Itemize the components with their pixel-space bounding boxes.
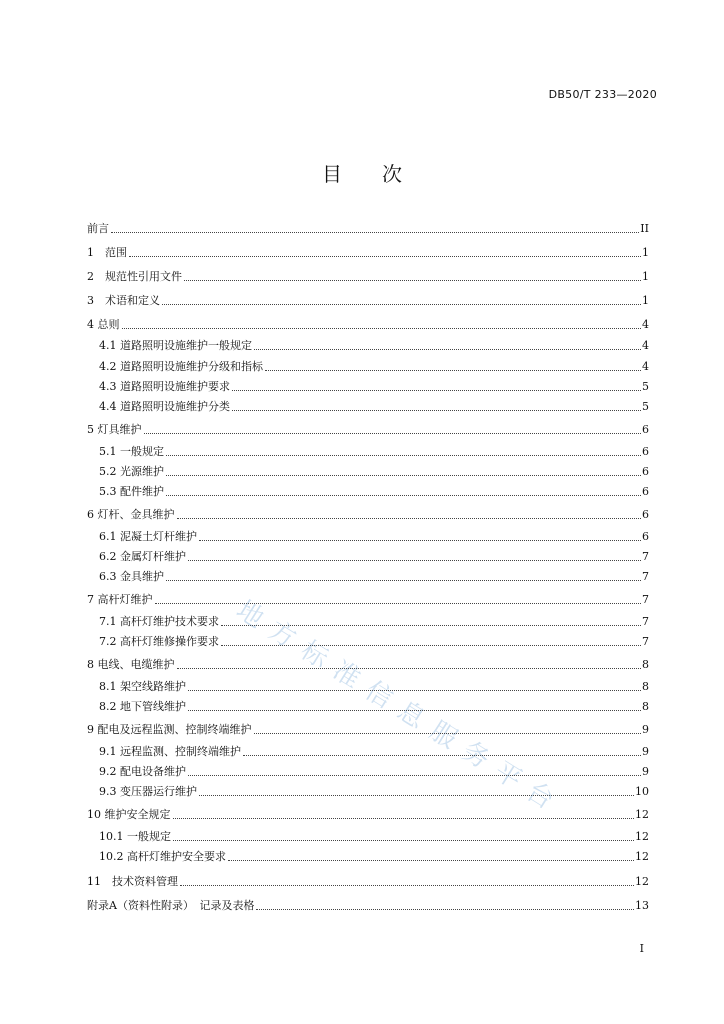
- toc-dot-leader: [177, 517, 642, 519]
- toc-entry[interactable]: [87, 421, 649, 437]
- toc-entry[interactable]: [87, 656, 649, 672]
- toc-dot-leader: [232, 389, 641, 391]
- toc-dot-leader: [173, 817, 635, 819]
- toc-entry[interactable]: [99, 443, 649, 459]
- toc-entry-page: 7: [642, 593, 649, 606]
- title-part-1: 目: [322, 162, 342, 186]
- toc-entry[interactable]: [99, 378, 649, 394]
- toc-entry-label: 6.3 金具维护: [99, 570, 164, 583]
- toc-entry-label: 8 电线、电缆维护: [87, 658, 175, 671]
- toc-entry-page: 4: [642, 318, 649, 331]
- toc-entry-page: 5: [642, 380, 649, 393]
- toc-entry[interactable]: [99, 743, 649, 759]
- toc-entry[interactable]: [87, 506, 649, 522]
- page-number: I: [639, 942, 644, 955]
- toc-dot-leader: [265, 369, 641, 371]
- toc-entry[interactable]: [99, 828, 649, 844]
- toc-entry[interactable]: [99, 337, 649, 353]
- toc-entry-page: 9: [642, 723, 649, 736]
- toc-entry-page: 7: [642, 570, 649, 583]
- toc-entry-page: 6: [642, 508, 649, 521]
- toc-entry-page: 6: [642, 465, 649, 478]
- toc-entry-page: 1: [642, 270, 649, 283]
- toc-entry-label: 5.2 光源维护: [99, 465, 164, 478]
- toc-entry-page: 6: [642, 530, 649, 543]
- toc-entry-page: 8: [642, 680, 649, 693]
- toc-dot-leader: [256, 908, 634, 910]
- toc-entry-page: 6: [642, 423, 649, 436]
- page-title: [0, 158, 724, 187]
- toc-dot-leader: [243, 754, 641, 756]
- toc-entry-label: 10.2 高杆灯维护安全要求: [99, 850, 226, 863]
- toc-dot-leader: [228, 859, 634, 861]
- toc-dot-leader: [199, 539, 641, 541]
- toc-dot-leader: [144, 432, 642, 434]
- toc-entry-page: 5: [642, 400, 649, 413]
- toc-entry-label: 3 术语和定义: [87, 294, 160, 307]
- toc-entry[interactable]: [99, 398, 649, 414]
- toc-dot-leader: [129, 255, 641, 257]
- toc-entry[interactable]: [99, 678, 649, 694]
- toc-entry-label: 9.3 变压器运行维护: [99, 785, 197, 798]
- toc-dot-leader: [177, 667, 642, 669]
- toc-dot-leader: [155, 602, 642, 604]
- toc-dot-leader: [111, 231, 639, 233]
- toc-entry[interactable]: [87, 316, 649, 332]
- toc-entry[interactable]: [87, 591, 649, 607]
- toc-entry-label: 10 维护安全规定: [87, 808, 171, 821]
- toc-entry-label: 6 灯杆、金具维护: [87, 508, 175, 521]
- toc-entry[interactable]: [99, 483, 649, 499]
- toc-dot-leader: [188, 559, 641, 561]
- toc-entry-label: 7 高杆灯维护: [87, 593, 153, 606]
- toc-dot-leader: [232, 409, 641, 411]
- toc-entry-label: 4.2 道路照明设施维护分级和指标: [99, 360, 263, 373]
- toc-entry-page: 1: [642, 246, 649, 259]
- toc-entry-label: 5.3 配件维护: [99, 485, 164, 498]
- toc-entry-page: 9: [642, 765, 649, 778]
- toc-entry[interactable]: [99, 848, 649, 864]
- toc-entry[interactable]: [87, 721, 649, 737]
- toc-entry-label: 2 规范性引用文件: [87, 270, 182, 283]
- toc-entry-page: 13: [635, 899, 649, 912]
- toc-dot-leader: [173, 839, 634, 841]
- toc-entry[interactable]: [99, 613, 649, 629]
- toc-entry-page: 9: [642, 745, 649, 758]
- toc-entry-page: 12: [635, 808, 649, 821]
- toc-entry[interactable]: [99, 568, 649, 584]
- toc-entry-label: 前言: [87, 222, 109, 235]
- toc-entry-page: 12: [635, 850, 649, 863]
- toc-entry-page: 12: [635, 830, 649, 843]
- toc-dot-leader: [184, 279, 641, 281]
- toc-entry-page: 1: [642, 294, 649, 307]
- toc-dot-leader: [162, 303, 641, 305]
- toc-entry-page: 10: [635, 785, 649, 798]
- toc-entry[interactable]: [99, 463, 649, 479]
- toc-dot-leader: [199, 794, 634, 796]
- toc-entry-page: 8: [642, 700, 649, 713]
- toc-entry[interactable]: [87, 220, 649, 236]
- title-part-2: 次: [382, 162, 402, 186]
- toc-entry-page: 12: [635, 875, 649, 888]
- toc-entry-label: 6.1 泥凝土灯杆维护: [99, 530, 197, 543]
- toc-entry[interactable]: [99, 763, 649, 779]
- toc-dot-leader: [188, 709, 641, 711]
- toc-entry-page: II: [640, 222, 649, 235]
- toc-entry-page: 6: [642, 445, 649, 458]
- toc-entry-label: 8.1 架空线路维护: [99, 680, 186, 693]
- toc-entry-label: 4.4 道路照明设施维护分类: [99, 400, 230, 413]
- toc-entry-label: 1 范围: [87, 246, 127, 259]
- toc-entry[interactable]: [99, 358, 649, 374]
- toc-dot-leader: [180, 884, 634, 886]
- toc-entry-label: 11 技术资料管理: [87, 875, 178, 888]
- toc-entry-page: 4: [642, 360, 649, 373]
- toc-entry-label: 4.3 道路照明设施维护要求: [99, 380, 230, 393]
- toc-entry-label: 8.2 地下管线维护: [99, 700, 186, 713]
- toc-entry[interactable]: [99, 633, 649, 649]
- toc-dot-leader: [122, 327, 642, 329]
- toc-entry-label: 4 总则: [87, 318, 120, 331]
- toc-entry[interactable]: [99, 783, 649, 799]
- toc-dot-leader: [254, 348, 641, 350]
- toc-entry-label: 9.1 远程监测、控制终端维护: [99, 745, 241, 758]
- toc-entry[interactable]: [87, 244, 649, 260]
- toc-dot-leader: [166, 474, 641, 476]
- toc-dot-leader: [166, 579, 641, 581]
- document-code: DB50/T 233—2020: [548, 88, 657, 101]
- toc-entry[interactable]: [87, 292, 649, 308]
- toc-entry[interactable]: [87, 806, 649, 822]
- toc-entry-label: 4.1 道路照明设施维护一般规定: [99, 339, 252, 352]
- toc-entry[interactable]: [87, 268, 649, 284]
- toc-entry-label: 7.2 高杆灯维修操作要求: [99, 635, 219, 648]
- toc-entry[interactable]: [99, 548, 649, 564]
- toc-entry[interactable]: [87, 897, 649, 913]
- toc-entry[interactable]: [99, 528, 649, 544]
- toc-entry-label: 9 配电及远程监测、控制终端维护: [87, 723, 252, 736]
- toc-dot-leader: [221, 624, 641, 626]
- toc-entry-label: 附录A（资料性附录） 记录及表格: [87, 899, 255, 912]
- toc-entry-page: 6: [642, 485, 649, 498]
- toc-dot-leader: [254, 732, 642, 734]
- toc-entry-page: 4: [642, 339, 649, 352]
- toc-dot-leader: [166, 454, 641, 456]
- toc-entry-label: 5 灯具维护: [87, 423, 142, 436]
- toc-entry-label: 9.2 配电设备维护: [99, 765, 186, 778]
- toc-entry-page: 7: [642, 615, 649, 628]
- toc-entry-label: 5.1 一般规定: [99, 445, 164, 458]
- toc-dot-leader: [221, 644, 641, 646]
- toc-entry-label: 7.1 高杆灯维护技术要求: [99, 615, 219, 628]
- toc-dot-leader: [188, 774, 641, 776]
- toc-entry-label: 10.1 一般规定: [99, 830, 171, 843]
- watermark: 地方标准信息服务平台: [230, 595, 570, 822]
- toc-entry-page: 7: [642, 635, 649, 648]
- toc-entry[interactable]: [87, 873, 649, 889]
- toc-entry[interactable]: [99, 698, 649, 714]
- toc-entry-page: 7: [642, 550, 649, 563]
- toc-entry-label: 6.2 金属灯杆维护: [99, 550, 186, 563]
- toc-dot-leader: [166, 494, 641, 496]
- toc-entry-page: 8: [642, 658, 649, 671]
- toc-dot-leader: [188, 689, 641, 691]
